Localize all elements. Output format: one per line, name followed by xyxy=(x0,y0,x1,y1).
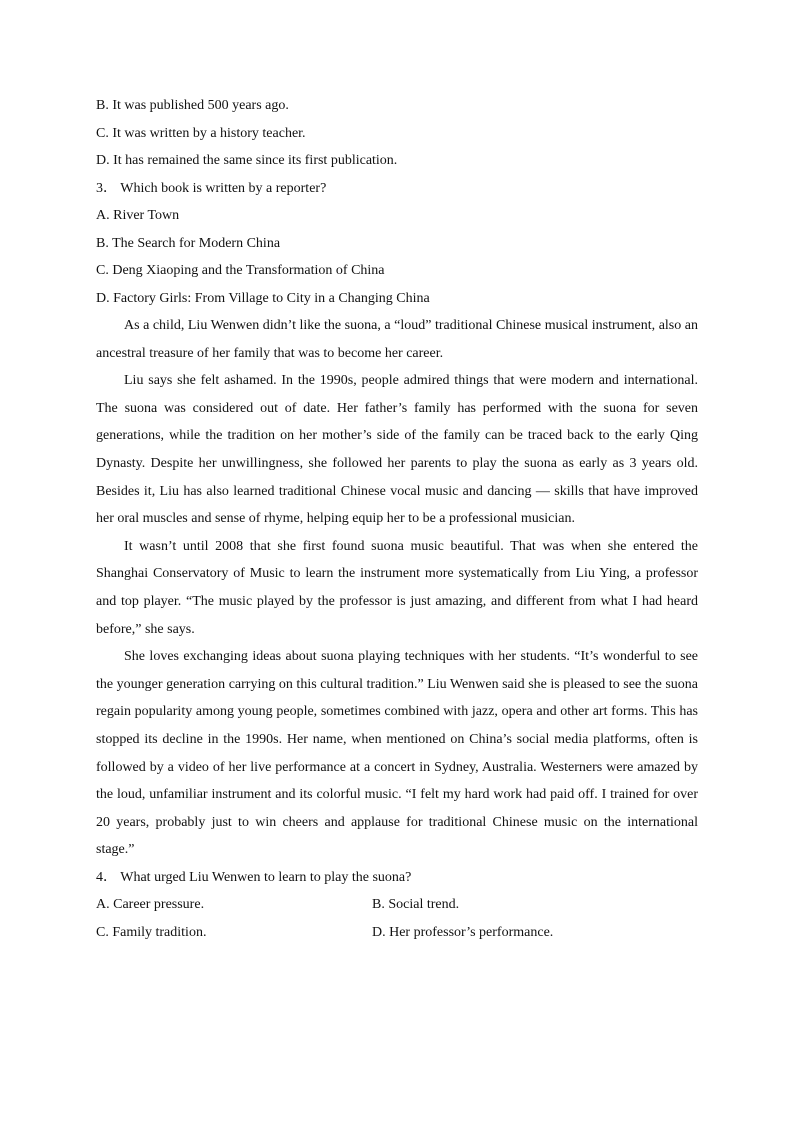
prev-question-option-c: C. It was written by a history teacher. xyxy=(96,125,306,141)
passage-paragraph-3: It wasn’t until 2008 that she first found suona music beautiful. That was when she entered the Shanghai Conservatory of Music to learn the instrument more systematically from Liu Ying, a professor and top player. “The music played by the professor is just amazing, and different from what I had heard before,” she says. xyxy=(96,538,698,637)
question-4-option-c: C. Family tradition. xyxy=(96,924,207,940)
question-3-option-b: B. The Search for Modern China xyxy=(96,235,281,251)
question-3-option-a: A. River Town xyxy=(96,208,180,223)
prev-question-option-b: B. It was published 500 years ago. xyxy=(96,98,289,113)
prev-question-option-d: D. It has remained the same since its first publication. xyxy=(96,153,398,168)
question-3-option-c: C. Deng Xiaoping and the Transformation of China xyxy=(96,263,385,278)
question-4-options-row-2 xyxy=(96,919,698,947)
question-4: 4． What urged Liu Wenwen to learn to play the suona? xyxy=(96,869,412,885)
question-4-option-a: A. Career pressure. xyxy=(96,897,205,913)
question-4-option-d: D. Her professor’s performance. xyxy=(372,924,554,940)
question-3: 3． Which book is written by a reporter? xyxy=(96,180,327,196)
question-3-option-d: D. Factory Girls: From Village to City in a Changing China xyxy=(96,290,430,306)
passage-paragraph-4: She loves exchanging ideas about suona playing techniques with her students. “It’s wonderful to see the younger generation carrying on this cultural tradition.” Liu Wenwen said she is pleased to see the suona regain popularity among young people, sometimes combined with jazz, opera and other art forms. This has stopped its decline in the 1990s. Her name, when mentioned on China’s social media platforms, often is followed by a video of her live performance at a concert in Sydney, Australia. Westerners were amazed by the loud, unfamiliar instrument and its colorful music. “I felt my hard work had paid off. I trained for over 20 years, probably just to win cheers and applause for traditional Chinese music on the international stage.” xyxy=(96,649,698,858)
question-4-options-row-1 xyxy=(96,891,698,919)
passage-paragraph-1: As a child, Liu Wenwen didn’t like the suona, a “loud” traditional Chinese musical instrument, also an ancestral treasure of her family that was to become her career. xyxy=(96,318,698,361)
question-4-option-b: B. Social trend. xyxy=(372,897,460,913)
document-content xyxy=(96,92,698,946)
passage-paragraph-2: Liu says she felt ashamed. In the 1990s, people admired things that were modern and international. The suona was considered out of date. Her father’s family has performed with the suona for seven generations, while the tradition on her mother’s side of the family can be traced back to the early Qing Dynasty. Despite her unwillingness, she followed her parents to play the suona as early as 3 years old. Besides it, Liu has also learned traditional Chinese vocal music and dancing — skills that have improved her oral muscles and sense of rhyme, helping equip her to be a professional musician. xyxy=(96,373,698,527)
